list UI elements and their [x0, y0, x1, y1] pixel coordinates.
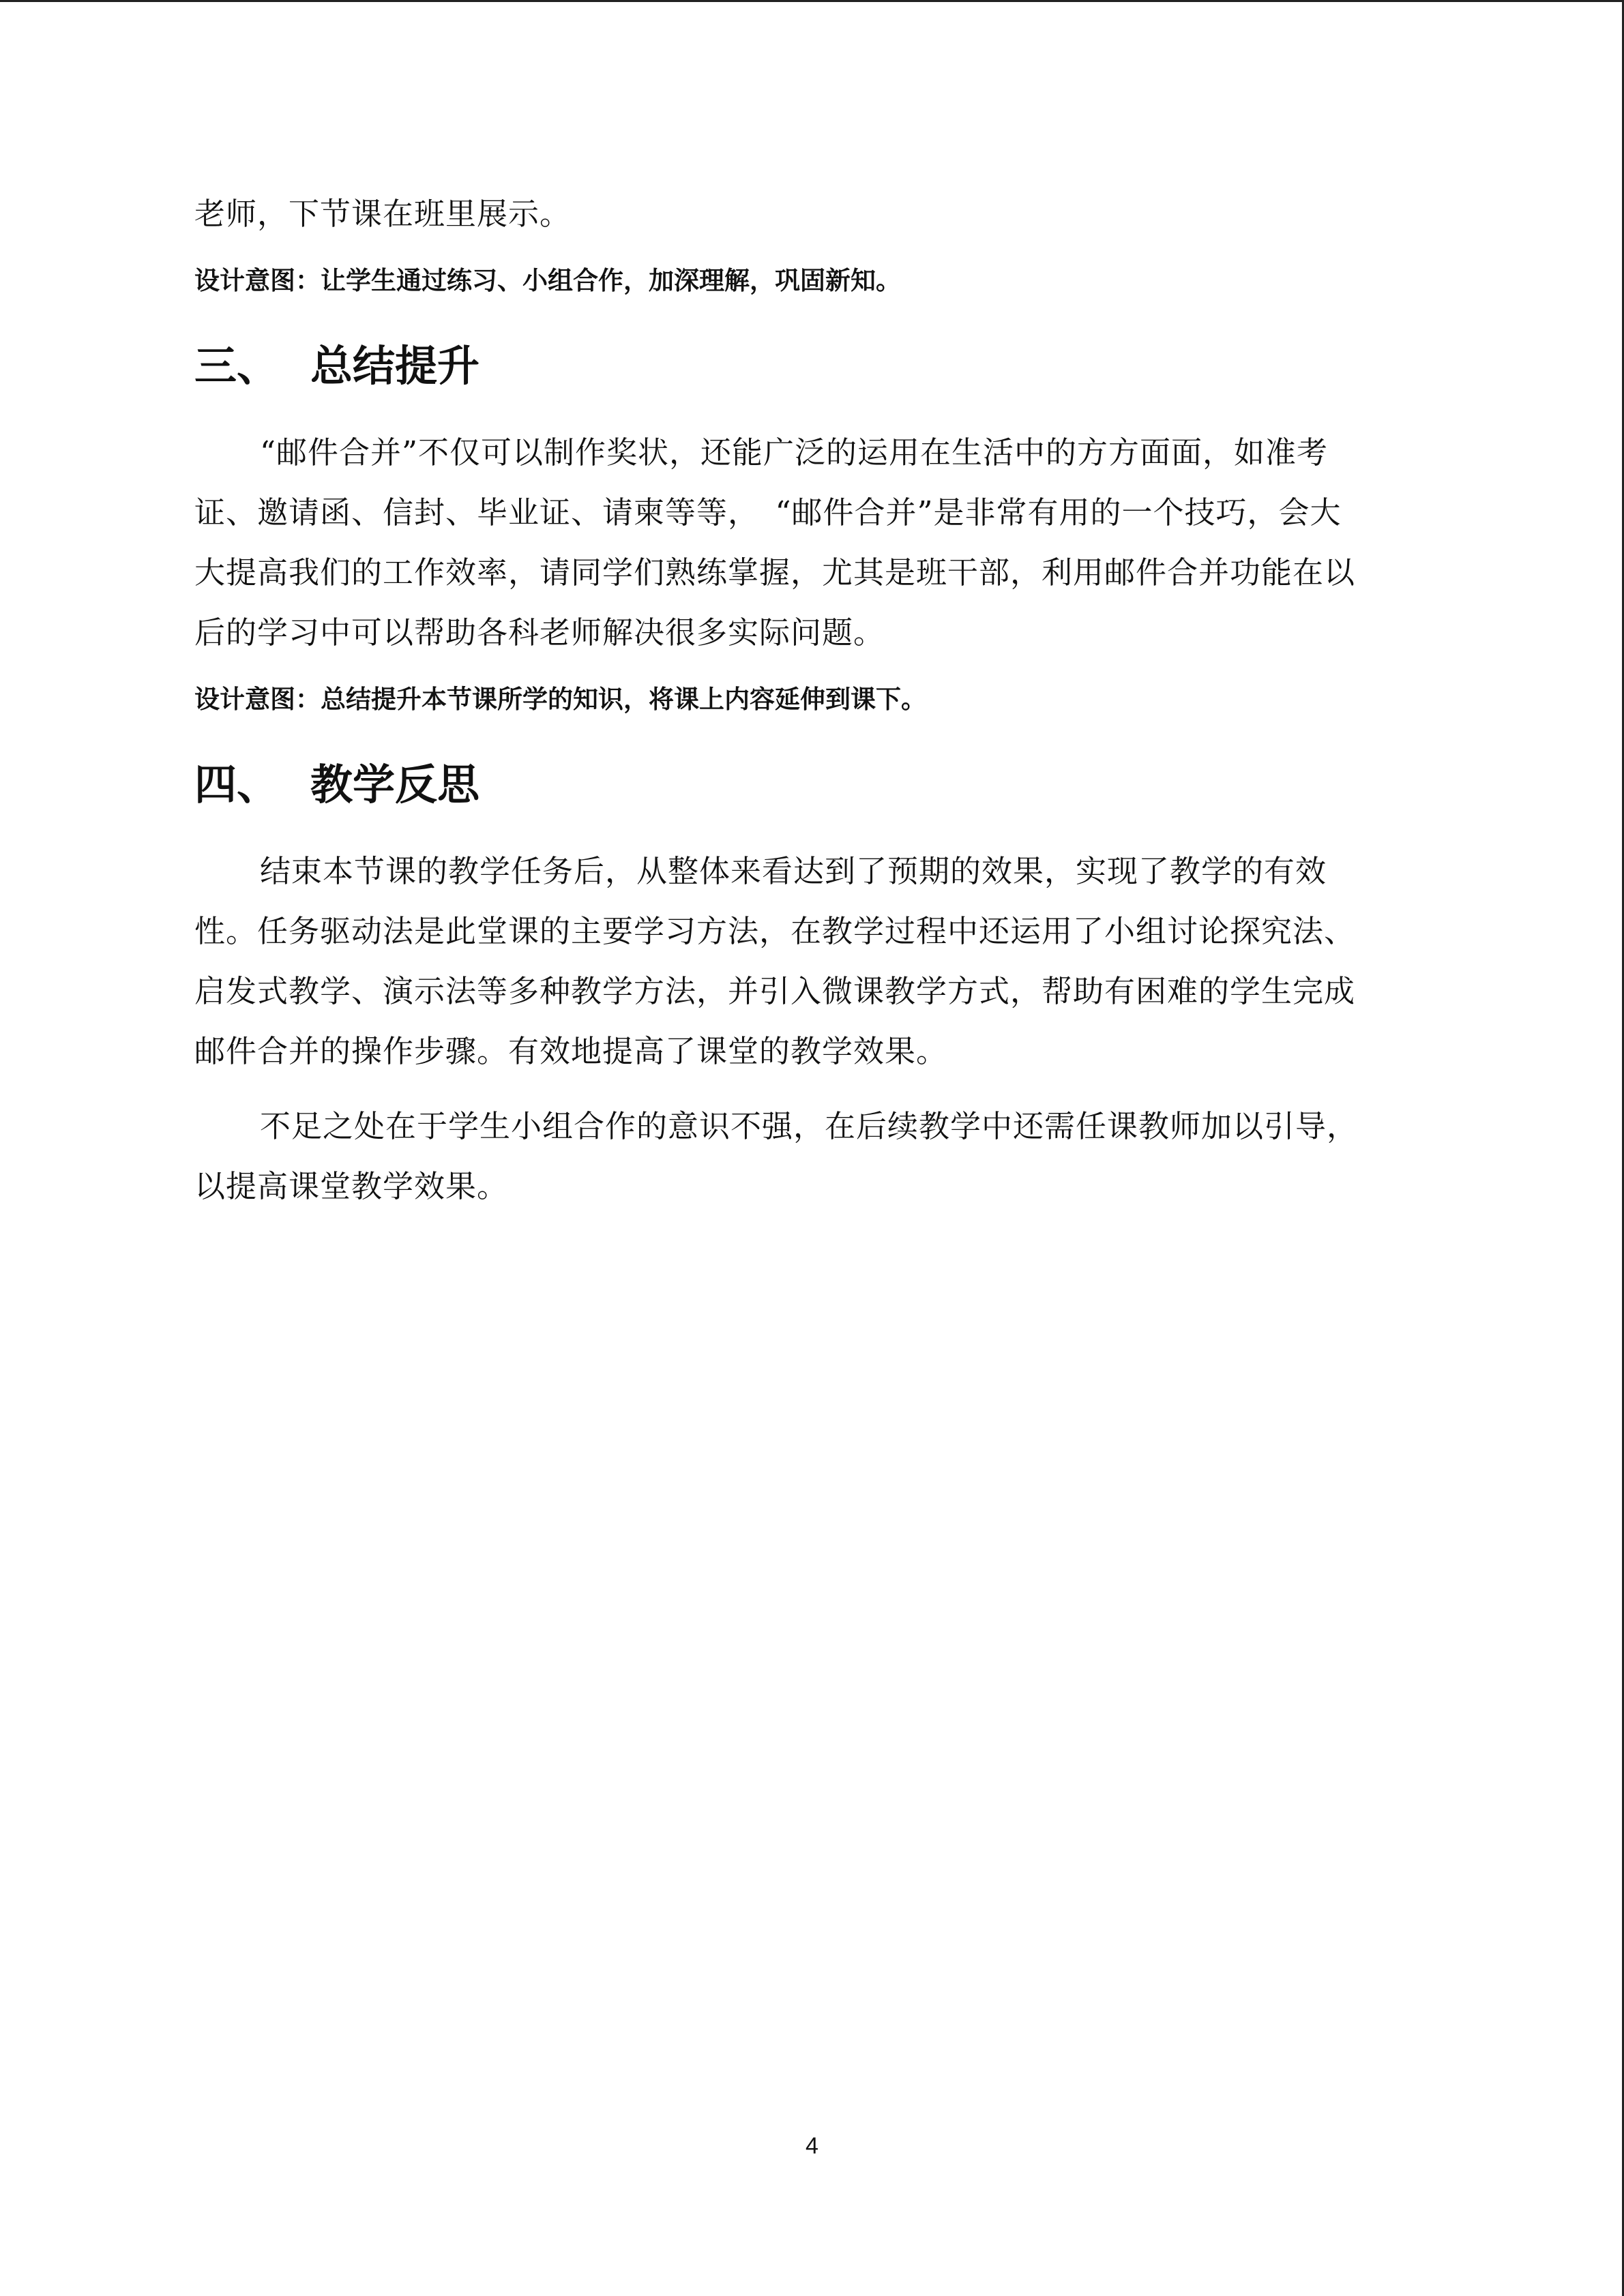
design-intent-note: 设计意图：让学生通过练习、小组合作，加深理解，巩固新知。 — [194, 266, 901, 295]
design-intent-note: 设计意图：总结提升本节课所学的知识，将课上内容延伸到课下。 — [194, 685, 926, 714]
document-body — [194, 184, 1443, 1217]
paragraph-line: “邮件合并”不仅可以制作奖状，还能广泛的运用在生活中的方方面面，如准考 — [260, 434, 1329, 471]
paragraph-line: 启发式教学、演示法等多种教学方法，并引入微课教学方式，帮助有困难的学生完成 — [194, 973, 1356, 1009]
paragraph-line: 大提高我们的工作效率，请同学们熟练掌握，尤其是班干部，利用邮件合并功能在以 — [194, 554, 1356, 591]
paragraph-line: 老师，下节课在班里展示。 — [194, 196, 572, 232]
section-heading-reflection — [194, 754, 1443, 816]
paragraph-line: 邮件合并的操作步骤。有效地提高了课堂的教学效果。 — [194, 1033, 948, 1069]
section-number: 三、 — [194, 341, 280, 391]
paragraph-gap — [194, 1082, 1443, 1097]
paragraph-line: 以提高课堂教学效果。 — [194, 1168, 509, 1204]
paragraph-line: 不足之处在于学生小组合作的意识不强，在后续教学中还需任课教师加以引导， — [260, 1108, 1359, 1144]
section-heading-summary — [194, 336, 1443, 397]
section-title: 总结提升 — [310, 341, 480, 391]
section-number: 四、 — [194, 760, 280, 809]
section-title: 教学反思 — [310, 760, 480, 809]
paragraph-line: 证、邀请函、信封、毕业证、请柬等等， “邮件合并”是非常有用的一个技巧，会大 — [194, 494, 1342, 531]
paragraph-line: 结束本节课的教学任务后，从整体来看达到了预期的效果，实现了教学的有效 — [260, 853, 1327, 889]
paragraph-line: 后的学习中可以帮助各科老师解决很多实际问题。 — [194, 614, 885, 651]
page-number: 4 — [806, 2133, 818, 2159]
paragraph-line: 性。任务驱动法是此堂课的主要学习方法，在教学过程中还运用了小组讨论探究法、 — [194, 913, 1356, 949]
page-top-border — [0, 0, 1624, 2]
